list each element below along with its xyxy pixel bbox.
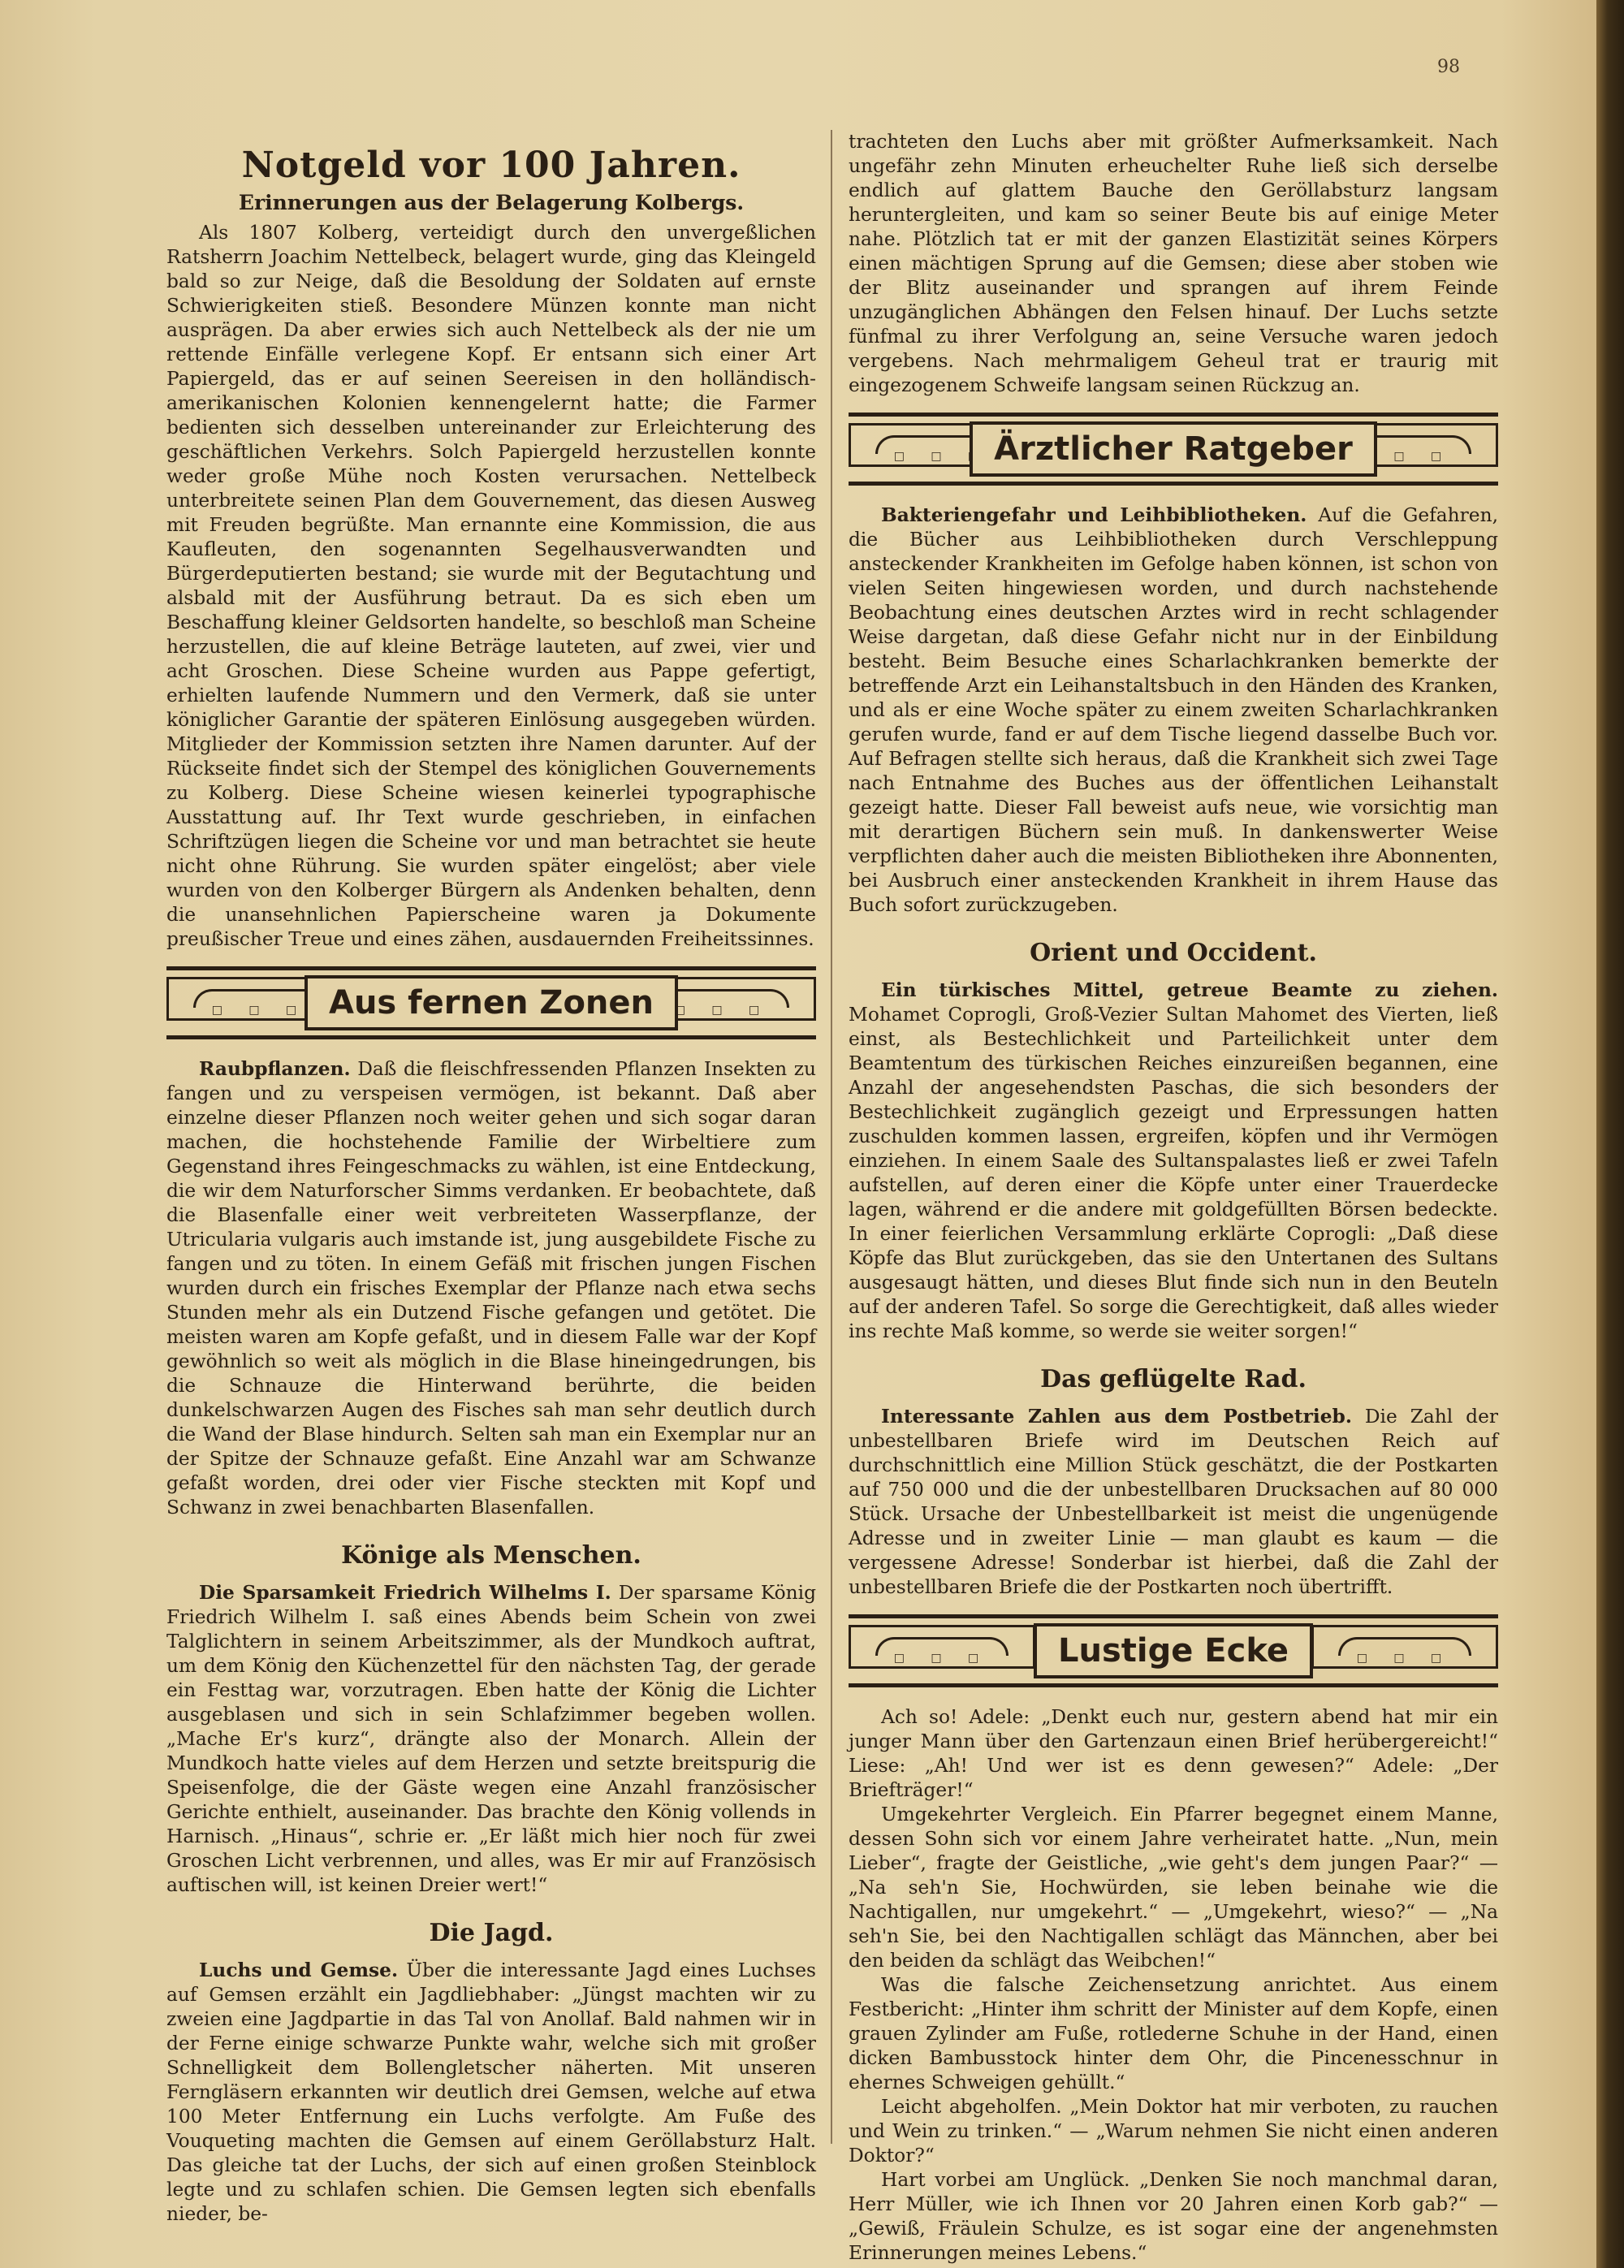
article-lead-orient: Ein türkisches Mittel, getreue Beamte zu ziehen. [881, 979, 1498, 1001]
article-lead-jagd: Luchs und Gemse. [199, 1959, 399, 1981]
article-text-raubpflanzen: Daß die fleischfressenden Pflanzen Insekten zu fangen und zu verspeisen vermögen, ist bekannt. Daß aber einzelne dieser Pflanzen noch weiter gehen und sich sogar daran machen, die hochstehende Familie der Wirbeltiere zum Gegenstand ihres Feingeschmacks zu wählen, ist eine Entdeckung, die wir dem Naturforscher Simms verdanken. Er beobachtete, daß die Blasenfalle einer weit verbreiteten Wasserpflanze, der Utricularia vulgaris auch imstande ist, jung ausgebildete Fische zu fangen und zu töten. In einem Gefäß mit frischen jungen Fischen wurden durch ein frisches Exemplar der Pflanze nach etwa sechs Stunden mehr als ein Dutzend Fische gefangen und getötet. Die meisten waren am Kopfe gefaßt, und in diesem Falle war der Kopf gewöhnlich so weit als möglich in die Blase hineingedrungen, bis die Schnauze die Hinterwand berührte, die beiden dunkelschwarzen Augen des Fisches sah man sehr deutlich durch die Wand der Blase hindurch. Selten sah man ein Exemplar nur an der Spitze der Schnauze gefaßt. Eine Anzahl war am Schwanze gefaßt worden, drei oder vier Fische steckten mit Kopf und Schwanz in zwei benachbarten Blasenfallen. [166, 1058, 817, 1518]
page-number: 98 [1437, 57, 1460, 77]
section-banner-fern [166, 966, 816, 1039]
article-rad [849, 1405, 1498, 1600]
joke-item: Hart vorbei am Unglück. „Denken Sie noch manchmal daran, Herr Müller, wie ich Ihnen vor 20 Jahren einen Korb gab?“ — „Gewiß, Fräulein Schulze, es ist sogar eine der angenehmsten Erinnerungen meines Lebens.“ [849, 2169, 1498, 2264]
article-text-orient: Mohamet Coprogli, Groß-Vezier Sultan Mahomet des Vierten, ließ einst, als Bestechlichkeit und Parteilichkeit unter dem Beamtentum des türkischen Reiches einzureißen begannen, eine Anzahl der angesehendsten Paschas, die sich besonders der Bestechlichkeit zugänglich gezeigt und Erpressungen hatten zuschulden kommen lassen, ergreifen, köpfen und ihr Vermögen einziehen. In einem Saale des Sultanspalastes ließ er zwei Tafeln aufstellen, auf deren einer die Köpfe unter einer Trauerdecke lagen, während er die andere mit goldgefüllten Börsen bedeckte. In einer feierlichen Versammlung erklärte Coprogli: „Daß diese Köpfe das Blut zurückgeben, das sie den Untertanen des Sultans ausgesaugt hätten, und dieses Blut finde sich nun in den Beuteln auf der anderen Tafel. So sorge die Gerechtigkeit, daß alles wieder ins rechte Maß komme, so werde sie weiter sorgen!“ [849, 1004, 1498, 1342]
article-lead-raubpflanzen: Raubpflanzen. [199, 1058, 351, 1080]
section-banner-lustig [849, 1614, 1498, 1687]
article-text-koenige: Der sparsame König Friedrich Wilhelm I. saß eines Abends beim Schein von zwei Talglichtern in seinem Arbeitszimmer, als der Mundkoch auftrat, um dem König den Küchenzettel für den nächsten Tag, der gerade ein Festtag war, vorzutragen. Eben hatte der König die Lichter ausgeblasen und sich in sein Schlafzimmer begeben wollen. „Mache Er's kurz“, drängte also der Monarch. Allein der Mundkoch hatte vieles auf dem Herzen und setzte breitspurig die Speisenfolge, die der Gäste wegen eine Anzahl französischer Gerichte enthielt, auseinander. Das brachte den König vollends in Harnisch. „Hinaus“, schrie er. „Er läßt mich hier noch für zwei Groschen Licht verbrennen, und alles, was Er mir auf Französisch auftischen will, ist keinen Dreier wert!“ [166, 1582, 816, 1896]
article-jagd [166, 1959, 816, 2227]
article-title-koenige: Könige als Menschen. [341, 1541, 641, 1570]
banner-ornament-icon [849, 1625, 1035, 1669]
right-column [849, 130, 1498, 2266]
article-text-jagd: Über die interessante Jagd eines Luchses auf Gemsen erzählt ein Jagdliebhaber: „Jüngst machten wir zu zweien eine Jagdpartie in das Tal von Anollaf. Bald nahmen wir in der Ferne einige schwarze Punkte wahr, welche sich mit großer Schnelligkeit dem Bollengletscher näherten. Mit unseren Ferngläsern erkannten wir deutlich drei Gemsen, welche auf etwa 100 Meter Entfernung ein Luchs verfolgte. Am Fuße des Vouqueting machten die Gemsen auf einem Geröllabsturz Halt. Das gleiche tat der Luchs, der sich auf einen großen Steinblock legte und zu schlafen schien. Die Gemsen legten sich ebenfalls nieder, be- [166, 1959, 816, 2225]
article-title-notgeld: Notgeld vor 100 Jahren. [241, 145, 741, 186]
article-text-rad: Die Zahl der unbestellbaren Briefe wird im Deutschen Reich auf durchschnittlich eine Million Stück geschätzt, die der Postkarten auf 750 000 und die der unbestellbaren Drucksachen auf 80 000 Stück. Ursache der Unbestellbarkeit ist meist die ungenügende Adresse und in zweiter Linie — man glaubt es kaum — die vergessene Adresse! Sonderbar ist hierbei, daß die Zahl der unbestellbaren Briefe die der Postkarten noch übertrifft. [849, 1406, 1498, 1598]
article-orient [849, 978, 1498, 1344]
joke-item: Umgekehrter Vergleich. Ein Pfarrer begegnet einem Manne, dessen Sohn sich vor einem Jahre verheiratet hatte. „Nun, mein Lieber“, fragte der Geistliche, „wie geht's dem jungen Paar?“ — „Na seh'n Sie, Hochwürden, sie leben beinahe wie die Nachtigallen, nur umgekehrt.“ — „Umgekehrt, wieso?“ — „Na seh'n Sie, bei den Nachtigallen schlägt das Männchen, aber bei den beiden da schlägt das Weibchen!“ [849, 1804, 1498, 1972]
article-title-rad: Das geflügelte Rad. [1040, 1365, 1307, 1393]
article-title-jagd: Die Jagd. [429, 1919, 554, 1947]
article-text-notgeld: Als 1807 Kolberg, verteidigt durch den unvergeßlichen Ratsherrn Joachim Nettelbeck, belagert wurde, ging das Kleingeld bald so zur Neige, daß die Besoldung der Soldaten auf ernste Schwierigkeiten stieß. Besondere Münzen konnte man nicht ausprägen. Da aber erwies sich auch Nettelbeck als der nie um rettende Einfälle verlegene Kopf. Er entsann sich einer Art Papiergeld, das er auf seinen Seereisen in den holländisch-amerikanischen Kolonien kennengelernt hatte; die Farmer bedienten sich desselben untereinander zur Erleichterung des geschäftlichen Verkehrs. Solch Papiergeld herzustellen konnte weder große Mühe noch Kosten verursachen. Nettelbeck unterbreitete seinen Plan dem Gouvernement, das diesen Ausweg mit Freuden begrüßte. Man ernannte eine Kommission, die aus Kaufleuten, den sogenannten Segelhausverwandten und Bürgerdeputierten bestand; sie wurde mit der Begutachtung und alsbald mit der Ausführung betraut. Da es sich eben um Beschaffung kleiner Geldsorten handelte, so beschloß man Scheine herzustellen, die auf kleine Beträge lauteten, auf zwei, vier und acht Groschen. Diese Scheine wurden aus Pappe gefertigt, erhielten laufende Nummern und den Vermerk, daß sie unter königlicher Garantie der späteren Einlösung ausgegeben würden. Mitglieder der Kommission setzten ihre Namen darunter. Auf der Rückseite findet sich der Stempel des königlichen Gouvernements zu Kolberg. Diese Scheine wiesen keinerlei typographische Ausstattung auf. Ihr Text wurde geschrieben, in einfachen Schriftzügen liegen die Scheine vor und man betrachtet sie heute nicht ohne Rührung. Sie wurden später eingelöst; aber viele wurden von den Kolberger Bürgern als Andenken behalten, denn die unansehnlichen Papierscheine waren ja Dokumente preußischer Treue und eines zähen, ausdauernden Freiheitssinnes. [166, 222, 816, 950]
column-divider [831, 130, 832, 2144]
article-lead-koenige: Die Sparsamkeit Friedrich Wilhelms I. [199, 1582, 611, 1604]
article-title-orient: Orient und Occident. [1030, 939, 1317, 967]
banner-ornament-icon [1311, 1625, 1498, 1669]
joke-item: Leicht abgeholfen. „Mein Doktor hat mir verboten, zu rauchen und Wein zu trinken.“ — „Warum nehmen Sie nicht einen anderen Doktor?“ [849, 2096, 1498, 2166]
left-column [166, 130, 816, 2227]
article-bakterien [849, 503, 1498, 918]
article-text-bakterien: Auf die Gefahren, die Bücher aus Leihbibliotheken durch Verschleppung ansteckender Krankheiten im Gefolge haben können, ist schon von vielen Seiten hingewiesen worden, und durch nachstehende Beobachtung eines deutschen Arztes wird in recht schlagender Weise dargetan, daß diese Gefahr nicht nur in der Einbildung besteht. Beim Besuche eines Scharlachkranken bemerkte der betreffende Arzt ein Leihanstaltsbuch in den Händen des Kranken, und als er eine Woche später zu einem zweiten Scharlachkranken gerufen wurde, fand er auf dem Tische liegend dasselbe Buch vor. Auf Befragen stellte sich heraus, daß die Krankheit sich zwei Tage nach Entnahme des Buches aus der öffentlichen Leihanstalt gezeigt hatte. Dieser Fall beweist aufs neue, wie vorsichtig man mit derartigen Büchern sein muß. In dankenswerter Weise verpflichten daher auch die meisten Bibliotheken ihre Abonnenten, bei Ausbruch einer ansteckenden Krankheit in ihrem Hause das Buch sofort zurückzugeben. [849, 504, 1498, 916]
page-edge-shadow [1596, 0, 1624, 2268]
article-text-jagd-continued: trachteten den Luchs aber mit größter Aufmerksamkeit. Nach ungefähr zehn Minuten erheuchelter Ruhe ließ sich derselbe endlich auf glattem Bauche den Geröllabsturz langsam heruntergleiten, und kam so seiner Beute bis auf einige Meter nahe. Plötzlich tat er mit der ganzen Elastizität seines Körpers einen mächtigen Sprung auf die Gemsen; diese aber stoben wie der Blitz auseinander und sprangen auf ihrem Feinde unzugänglichen Abhängen den Felsen hinauf. Der Luchs setzte fünfmal zu ihrer Verfolgung an, seine Versuche waren jedoch vergebens. Nach mehrmaligem Geheul trat er traurig mit eingezogenem Schweife langsam seinen Rückzug an. [849, 131, 1498, 396]
section-banner-arzt [849, 413, 1498, 486]
article-lead-bakterien: Bakteriengefahr und Leihbibliotheken. [881, 504, 1307, 526]
joke-item: Was die falsche Zeichensetzung anrichtet. Aus einem Festbericht: „Hinter ihm schritt der Minister auf dem Kopfe, einen grauen Zylinder am Fuße, rotlederne Schuhe in der Hand, einen dicken Bambusstock hinter dem Ohr, die Pincenesschnur in ehernes Schweigen gehüllt.“ [849, 1974, 1498, 2093]
article-subtitle-notgeld: Erinnerungen aus der Belagerung Kolbergs. [238, 191, 745, 214]
section-title-lustig: Lustige Ecke [1034, 1623, 1313, 1678]
section-title-fern: Aus fernen Zonen [304, 975, 678, 1030]
joke-item: Ach so! Adele: „Denkt euch nur, gestern abend hat mir ein junger Mann über den Gartenzaun einen Brief herübergereicht!“ Liese: „Ah! Und wer ist es denn gewesen?“ Adele: „Der Briefträger!“ [849, 1706, 1498, 1801]
article-lead-rad: Interessante Zahlen aus dem Postbetrieb. [881, 1406, 1352, 1428]
article-raubpflanzen [166, 1057, 816, 1520]
section-title-arzt: Ärztlicher Ratgeber [970, 421, 1377, 477]
article-koenige [166, 1581, 816, 1898]
